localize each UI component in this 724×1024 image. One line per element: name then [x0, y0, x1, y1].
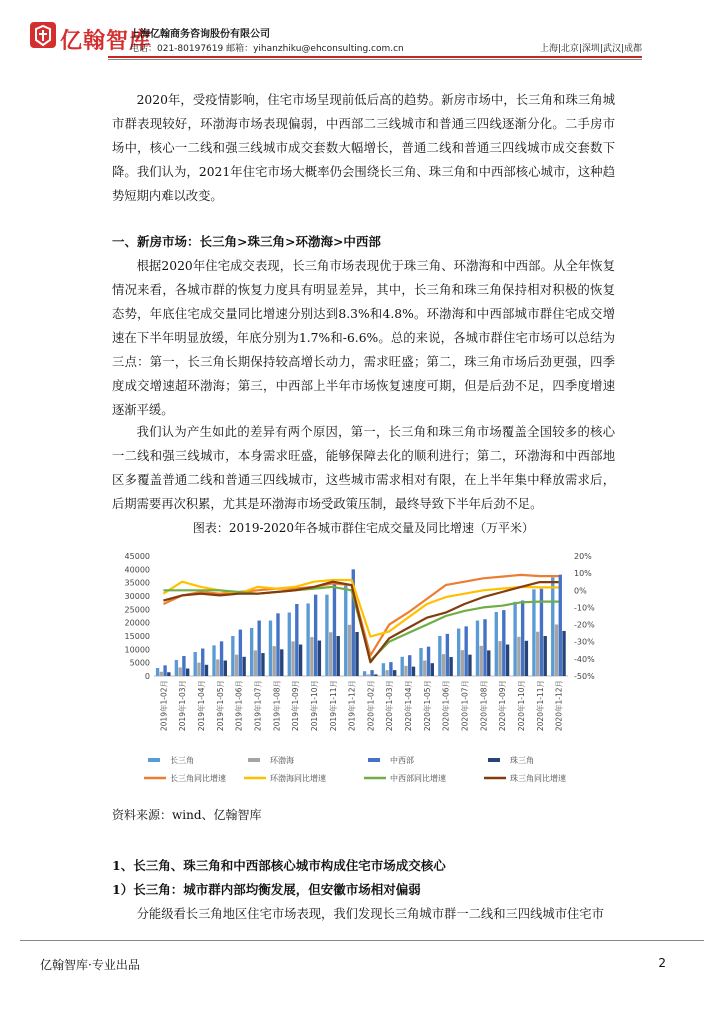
bar-0 [175, 660, 178, 676]
bar-3 [355, 632, 358, 676]
footer-divider [20, 940, 704, 941]
bar-3 [337, 636, 340, 676]
page-number: 2 [658, 956, 666, 970]
x-tick-label: 2019年1-05月 [215, 680, 225, 732]
logo-text: 亿翰智库 [60, 29, 153, 54]
bar-0 [288, 613, 291, 676]
bar-3 [487, 650, 490, 676]
bar-1 [329, 632, 332, 676]
page-header [0, 0, 724, 66]
bar-2 [465, 626, 468, 676]
bar-2 [446, 634, 449, 676]
bar-3 [261, 653, 264, 676]
y-left-tick-label: 35000 [124, 578, 150, 588]
bar-2 [295, 604, 298, 676]
bar-1 [235, 655, 238, 676]
bar-1 [404, 666, 407, 676]
bar-1 [254, 650, 257, 676]
x-tick-label: 2020年1-12月 [554, 680, 564, 732]
x-tick-label: 2020年1-11月 [535, 680, 545, 732]
y-left-tick-label: 45000 [124, 552, 150, 561]
office-cities: 上海|北京|深圳|武汉|成都 [539, 44, 642, 54]
bar-0 [325, 595, 328, 676]
bar-3 [374, 674, 377, 676]
legend-swatch [148, 758, 160, 762]
transaction-volume-chart [108, 546, 608, 798]
header-divider [108, 56, 642, 58]
x-tick-label: 2019年1-04月 [197, 680, 207, 732]
y-left-tick-label: 30000 [124, 592, 150, 601]
bar-1 [291, 641, 294, 676]
y-left-tick-label: 20000 [124, 618, 150, 628]
bar-3 [280, 649, 283, 676]
bar-0 [363, 671, 366, 676]
bar-2 [559, 575, 562, 676]
header-divider-thin [108, 59, 642, 60]
bar-1 [498, 641, 501, 676]
bar-3 [544, 636, 547, 676]
footer-brand: 亿翰智库·专业出品 [40, 958, 140, 972]
bar-0 [156, 668, 159, 676]
x-tick-label: 2020年1-04月 [404, 680, 414, 732]
y-right-tick-label: 20% [574, 552, 592, 561]
legend-swatch [248, 758, 260, 762]
market-performance-paragraph: 根据2020年住宅成交表现，长三角市场表现优于珠三角、环渤海和中西部。从全年恢复情况来看，各城市群的恢复力度具有明显差异，其中，长三角和珠三角保持相对积极的恢复态势，年底住宅成交量同比增速分别达到8.3%和4.8%。环渤海和中西部城市群住宅成交增速在下半年明显放缓，年底分别为1.7%和-6.6%。总的来说，各城市群住宅市场可以总结为三点：第一，长三角长期保持较高增长动力，需求旺盛；第二，珠三角市场后劲更强，四季度成交增速超环渤海；第三，中西部上半年市场恢复速度可期，但是后劲不足，四季度增速逐渐平缓。 [112, 259, 615, 417]
y-left-tick-label: 40000 [124, 565, 150, 575]
y-right-tick-label: -50% [574, 672, 595, 681]
legend-swatch [368, 758, 380, 762]
bar-2 [427, 647, 430, 676]
bar-2 [258, 621, 261, 676]
chart-caption: 图表：2019-2020年各城市群住宅成交量及同比增速（万平米） [192, 521, 535, 535]
y-left-tick-label: 10000 [124, 645, 150, 655]
x-tick-label: 2020年1-05月 [422, 680, 432, 732]
bar-2 [163, 665, 166, 676]
x-tick-label: 2020年1-06月 [441, 680, 451, 732]
bar-3 [412, 667, 415, 676]
bar-3 [224, 661, 227, 676]
bar-2 [502, 610, 505, 676]
bar-1 [423, 661, 426, 676]
legend-label: 珠三角同比增速 [510, 774, 566, 783]
x-tick-label: 2019年1-02月 [159, 680, 169, 732]
x-tick-label: 2019年1-11月 [328, 680, 338, 732]
legend-label: 环渤海同比增速 [270, 774, 326, 783]
x-tick-label: 2019年1-03月 [178, 680, 188, 732]
bar-1 [442, 654, 445, 676]
bar-3 [299, 645, 302, 676]
x-tick-label: 2020年1-02月 [366, 680, 376, 732]
bar-2 [220, 641, 223, 676]
legend-label: 珠三角 [510, 756, 534, 765]
x-tick-label: 2019年1-07月 [253, 680, 263, 732]
bar-0 [306, 603, 309, 676]
subsection-heading: 1、长三角、珠三角和中西部核心城市构成住宅市场成交核心 [112, 858, 446, 873]
y-left-tick-label: 15000 [124, 632, 150, 641]
bar-3 [562, 631, 565, 676]
x-tick-label: 2019年1-09月 [291, 680, 301, 732]
bar-2 [314, 595, 317, 676]
bar-1 [216, 659, 219, 676]
x-tick-label: 2020年1-03月 [385, 680, 395, 732]
bar-1 [160, 672, 163, 676]
y-left-tick-label: 5000 [129, 658, 150, 668]
bar-0 [419, 648, 422, 676]
x-tick-label: 2019年1-08月 [272, 680, 282, 732]
bar-0 [344, 584, 347, 676]
bar-0 [269, 621, 272, 676]
bar-0 [250, 628, 253, 676]
x-tick-label: 2020年1-10月 [516, 680, 526, 732]
y-right-tick-label: -20% [574, 620, 595, 630]
bar-2 [483, 619, 486, 676]
bar-3 [468, 655, 471, 676]
y-right-tick-label: 10% [574, 569, 592, 579]
x-tick-label: 2019年1-12月 [347, 680, 357, 732]
bar-0 [438, 636, 441, 676]
bar-3 [449, 657, 452, 676]
bar-0 [401, 657, 404, 676]
bar-1 [367, 674, 370, 676]
bar-3 [506, 645, 509, 676]
bar-1 [536, 632, 539, 676]
contact-info: 电话：021-80197619 邮箱：yihanzhiku@ehconsulting.com.cn [130, 44, 404, 54]
bar-3 [167, 672, 170, 676]
bar-0 [457, 629, 460, 676]
y-left-tick-label: 0 [144, 672, 150, 681]
bar-0 [194, 652, 197, 676]
company-name: 上海亿翰商务咨询股份有限公司 [130, 29, 270, 40]
bar-0 [231, 636, 234, 676]
bar-1 [517, 637, 520, 676]
bar-3 [242, 657, 245, 676]
x-tick-label: 2019年1-10月 [309, 680, 319, 732]
y-right-tick-label: 0% [574, 586, 587, 596]
bar-2 [333, 584, 336, 676]
bar-2 [521, 601, 524, 676]
intro-paragraph: 2020年，受疫情影响，住宅市场呈现前低后高的趋势。新房市场中，长三角和珠三角城市群表现较好，环渤海市场表现偏弱，中西部二三线城市和普通三四线逐渐分化。二手房市场中，核心一二线和强三线城市成交套数大幅增长，普通二线和普通三四线城市成交套数下降。我们认为，2021年住宅市场大概率仍会围绕长三角、珠三角和中西部核心城市，这种趋势短期内难以改变。 [112, 93, 615, 203]
legend-label: 中西部 [390, 756, 414, 765]
bar-2 [408, 655, 411, 676]
bar-0 [551, 577, 554, 676]
x-tick-label: 2020年1-07月 [460, 680, 470, 732]
subsection-heading-yangtze: 1）长三角：城市群内部均衡发展，但安徽市场相对偏弱 [112, 882, 421, 897]
bar-0 [382, 663, 385, 676]
company-logo-icon [28, 20, 58, 50]
legend-label: 中西部同比增速 [390, 774, 446, 783]
bar-0 [476, 621, 479, 676]
page-footer [0, 940, 724, 1000]
legend-swatch [488, 758, 500, 762]
bar-0 [212, 645, 215, 676]
bar-3 [525, 641, 528, 676]
bar-2 [276, 613, 279, 676]
x-tick-label: 2020年1-09月 [498, 680, 508, 732]
x-tick-label: 2020年1-08月 [479, 680, 489, 732]
x-tick-label: 2019年1-06月 [234, 680, 244, 732]
bar-1 [555, 625, 558, 676]
bar-2 [201, 649, 204, 676]
bar-1 [385, 670, 388, 676]
y-right-tick-label: -30% [574, 637, 595, 647]
legend-label: 环渤海 [270, 756, 294, 765]
bar-3 [186, 669, 189, 676]
yangtze-paragraph: 分能级看长三角地区住宅市场表现，我们发现长三角城市群一二线和三四线城市住宅市 [136, 907, 604, 921]
bar-2 [182, 656, 185, 676]
y-right-tick-label: -40% [574, 654, 595, 664]
reasons-paragraph: 我们认为产生如此的差异有两个原因，第一，长三角和珠三角市场覆盖全国较多的核心一二线和强三线城市，本身需求旺盛，能够保障去化的顺利进行；第二，环渤海和中西部地区多覆盖普通二线和普通三四线城市，这些城市需求相对有限，在上半年集中释放需求后，后期需要再次积累，尤其是环渤海市场受政策压制，最终导致下半年后劲不足。 [112, 425, 615, 511]
bar-2 [239, 630, 242, 676]
bar-0 [513, 602, 516, 676]
section-heading-new-housing: 一、新房市场：长三角>珠三角>环渤海>中西部 [112, 234, 381, 249]
legend-label: 长三角同比增速 [170, 774, 226, 783]
source-note: 资料来源：wind、亿翰智库 [112, 808, 262, 822]
bar-1 [348, 625, 351, 676]
bar-1 [197, 663, 200, 676]
bar-1 [310, 637, 313, 676]
bar-3 [318, 641, 321, 676]
bar-1 [461, 650, 464, 676]
bar-3 [205, 665, 208, 676]
bar-0 [495, 612, 498, 676]
bar-3 [431, 663, 434, 676]
bar-1 [178, 667, 181, 676]
bar-1 [273, 646, 276, 676]
y-right-tick-label: -10% [574, 603, 595, 613]
y-left-tick-label: 25000 [124, 605, 150, 615]
bar-2 [370, 670, 373, 676]
bar-2 [389, 662, 392, 676]
bar-3 [393, 670, 396, 676]
bar-1 [480, 646, 483, 676]
legend-label: 长三角 [170, 756, 194, 765]
